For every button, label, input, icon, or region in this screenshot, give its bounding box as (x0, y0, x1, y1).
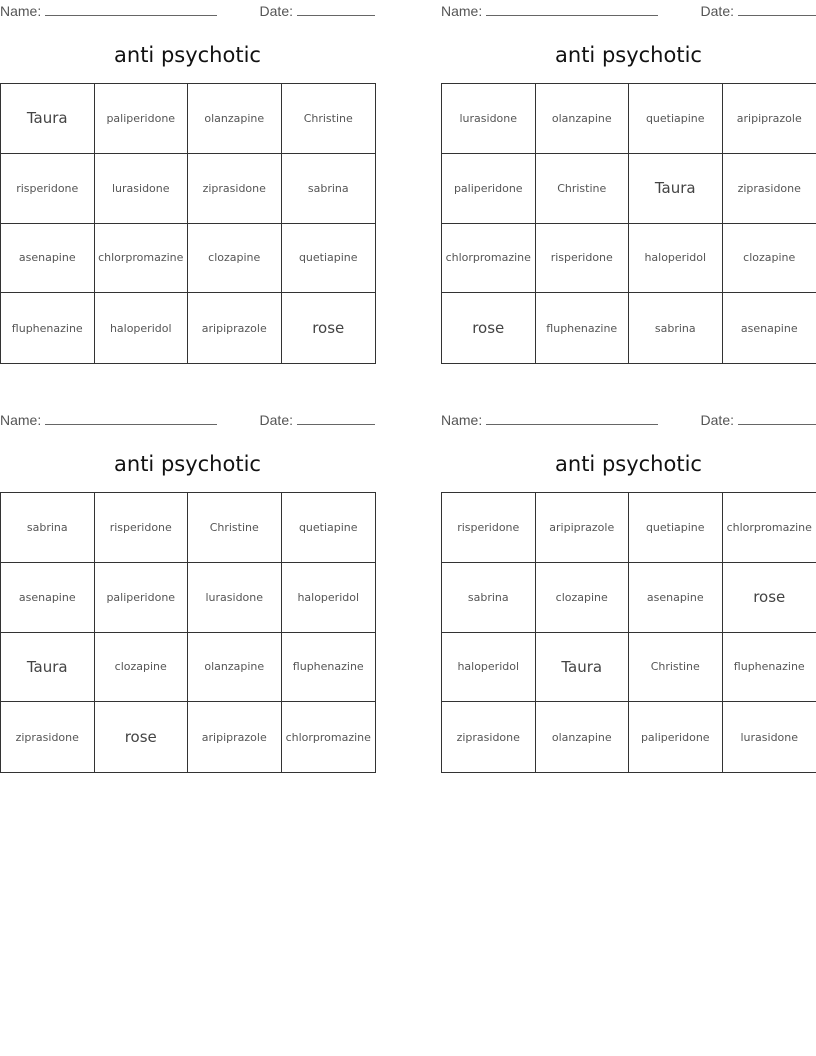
grid-cell[interactable]: ziprasidone (1, 702, 95, 772)
card-title: anti psychotic (114, 43, 261, 67)
bingo-card-1 (0, 0, 375, 338)
date-field[interactable] (701, 0, 816, 22)
grid-cell[interactable]: Taura (629, 154, 723, 224)
name-field[interactable] (441, 409, 658, 431)
grid-cell[interactable]: olanzapine (536, 702, 630, 772)
grid-cell[interactable]: clozapine (723, 224, 816, 294)
grid-cell[interactable]: asenapine (1, 563, 95, 633)
bingo-grid (441, 83, 816, 364)
grid-cell[interactable]: paliperidone (442, 154, 536, 224)
grid-cell[interactable]: chlorpromazine (442, 224, 536, 294)
grid-cell[interactable]: paliperidone (95, 563, 189, 633)
grid-cell[interactable]: clozapine (536, 563, 630, 633)
grid-cell[interactable]: aripiprazole (536, 493, 630, 563)
grid-cell[interactable]: ziprasidone (188, 154, 282, 224)
grid-cell[interactable]: sabrina (442, 563, 536, 633)
date-field[interactable] (260, 409, 375, 431)
name-blank[interactable] (486, 410, 658, 425)
grid-cell[interactable]: olanzapine (188, 84, 282, 154)
date-field[interactable] (701, 409, 816, 431)
name-label: Name: (0, 412, 42, 428)
card-header (0, 0, 375, 22)
grid-cell[interactable]: haloperidol (282, 563, 376, 633)
date-label: Date: (700, 412, 734, 428)
card-title: anti psychotic (555, 452, 702, 476)
bingo-card-2 (441, 0, 816, 338)
grid-cell[interactable]: sabrina (1, 493, 95, 563)
card-header (441, 0, 816, 22)
name-blank[interactable] (486, 1, 658, 16)
grid-cell[interactable]: lurasidone (740, 730, 799, 744)
grid-cell[interactable]: fluphenazine (282, 633, 376, 703)
name-label: Name: (441, 412, 483, 428)
grid-cell[interactable]: lurasidone (95, 154, 189, 224)
bingo-grid (441, 492, 816, 773)
bingo-grid (0, 492, 376, 773)
name-blank[interactable] (45, 1, 217, 16)
date-blank[interactable] (738, 1, 816, 16)
bingo-card-3 (0, 409, 375, 747)
grid-cell[interactable]: Taura (536, 633, 630, 703)
grid-cell[interactable]: olanzapine (188, 633, 282, 703)
grid-cell[interactable]: olanzapine (536, 84, 630, 154)
grid-cell[interactable]: fluphenazine (536, 293, 630, 363)
bingo-card-4 (441, 409, 816, 744)
grid-cell[interactable]: lurasidone (188, 563, 282, 633)
grid-cell[interactable]: Taura (1, 84, 95, 154)
card-header (0, 409, 375, 431)
name-field[interactable] (0, 409, 217, 431)
grid-cell[interactable]: chlorpromazine (723, 493, 816, 563)
date-label: Date: (259, 3, 293, 19)
grid-cell[interactable]: lurasidone (442, 84, 536, 154)
date-label: Date: (700, 3, 734, 19)
date-label: Date: (259, 412, 293, 428)
grid-cell[interactable]: asenapine (1, 224, 95, 294)
grid-cell[interactable]: ziprasidone (723, 154, 816, 224)
grid-cell[interactable]: asenapine (740, 321, 798, 335)
grid-cell[interactable]: quetiapine (282, 224, 376, 294)
grid-cell[interactable]: haloperidol (442, 633, 536, 703)
name-label: Name: (441, 3, 483, 19)
grid-cell[interactable]: chlorpromazine (95, 224, 189, 294)
grid-cell[interactable]: ziprasidone (442, 702, 536, 772)
grid-cell[interactable]: Christine (282, 84, 376, 154)
grid-cell[interactable]: haloperidol (629, 224, 723, 294)
grid-cell[interactable]: clozapine (95, 633, 189, 703)
grid-cell[interactable]: Christine (188, 493, 282, 563)
name-field[interactable] (441, 0, 658, 22)
name-field[interactable] (0, 0, 217, 22)
grid-cell[interactable]: risperidone (1, 154, 95, 224)
grid-cell[interactable]: Christine (536, 154, 630, 224)
grid-cell[interactable]: rose (723, 563, 816, 633)
name-label: Name: (0, 3, 42, 19)
card-title: anti psychotic (555, 43, 702, 67)
grid-cell[interactable]: paliperidone (629, 702, 723, 772)
grid-cell[interactable]: quetiapine (282, 493, 376, 563)
grid-cell[interactable]: risperidone (536, 224, 630, 294)
grid-cell[interactable]: aripiprazole (188, 293, 282, 363)
date-field[interactable] (260, 0, 375, 22)
date-blank[interactable] (297, 410, 375, 425)
grid-cell[interactable]: aripiprazole (723, 84, 816, 154)
grid-cell[interactable]: sabrina (282, 154, 376, 224)
grid-cell[interactable]: clozapine (188, 224, 282, 294)
grid-cell[interactable]: rose (95, 702, 189, 772)
card-header (441, 409, 816, 431)
grid-cell[interactable]: risperidone (442, 493, 536, 563)
bingo-grid (0, 83, 376, 364)
grid-cell[interactable]: quetiapine (629, 493, 723, 563)
grid-cell[interactable]: risperidone (95, 493, 189, 563)
grid-cell[interactable]: Taura (1, 633, 95, 703)
grid-cell[interactable]: rose (442, 293, 536, 363)
grid-cell[interactable]: chlorpromazine (285, 730, 371, 744)
card-title: anti psychotic (114, 452, 261, 476)
grid-cell[interactable]: fluphenazine (723, 633, 816, 703)
grid-cell[interactable]: aripiprazole (188, 702, 282, 772)
grid-cell[interactable]: paliperidone (95, 84, 189, 154)
grid-cell[interactable]: haloperidol (95, 293, 189, 363)
grid-cell[interactable]: rose (312, 319, 345, 338)
name-blank[interactable] (45, 410, 217, 425)
date-blank[interactable] (297, 1, 375, 16)
grid-cell[interactable]: fluphenazine (1, 293, 95, 363)
grid-cell[interactable]: Christine (629, 633, 723, 703)
date-blank[interactable] (738, 410, 816, 425)
grid-cell[interactable]: quetiapine (629, 84, 723, 154)
grid-cell[interactable]: sabrina (629, 293, 723, 363)
grid-cell[interactable]: asenapine (629, 563, 723, 633)
